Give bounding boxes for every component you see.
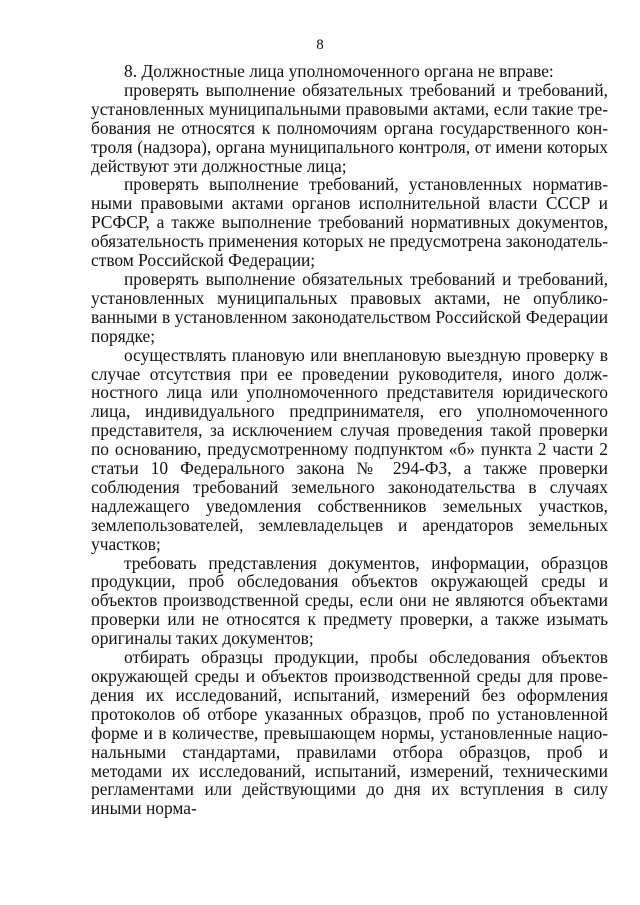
page-number: 8 bbox=[316, 37, 324, 53]
paragraph-5: требовать представления документов, информации, образцов продукции, проб обследования объектов окружающей среды и объектов производственной среды, если они не являются объектами проверки или не относятся к предмету проверки, а также изымать оригиналы таких документов; bbox=[91, 552, 608, 649]
paragraph-6: отбирать образцы продукции, пробы обследования объектов окружающей среды и объектов производственной среды для проведения их исследований, испытаний, измерений без оформления протоколов об отборе указанных образцов, проб по установленной форме и в количестве, превышающем нормы, установленные национальными стандартами, правилами отбора образцов, проб и методами их исследований, испытаний, измерений, техническими регламентами или действующими до дня их вступления в силу иными норма- bbox=[91, 647, 608, 819]
paragraph-2: проверять выполнение требований, установленных нормативными правовыми актами органов исполнительной власти СССР и РСФСР, а также выполнение требований нормативных документов, обязательность применения которых не предусмотрена законодательством Российской Федерации; bbox=[91, 174, 608, 271]
paragraph-4: осуществлять плановую или внеплановую выездную проверку в случае отсутствия при ее проведении руководителя, иного должностного лица или уполномоченного представителя юридического лица, индивидуального предпринимателя, его уполномоченного представителя, за исключением случая проведения такой проверки по основанию, предусмотренному подпунктом «б» пункта 2 части 2 статьи 10 Федерального закона № 294-ФЗ, а также проверки соблюдения требований земельного законодательства в случаях надлежащего уведомления собственников земельных участков, землепользователей, землевладельцев и арендаторов земельных участков; bbox=[91, 344, 608, 554]
paragraph-3: проверять выполнение обязательных требований и требований, установленных муниципальных правовых актами, не опубликованными в установленном законодательством Российской Федерации порядке; bbox=[91, 268, 608, 346]
document-body bbox=[91, 62, 608, 818]
section-heading: 8. Должностные лица уполномоченного органа не вправе: bbox=[124, 61, 554, 81]
paragraph-1: проверять выполнение обязательных требований и требований, установленных муниципальными правовыми актами, если такие требования не относятся к полномочиям органа государственного контроля (надзора), органа муниципального контроля, от имени которых действуют эти должностные лица; bbox=[91, 79, 608, 176]
